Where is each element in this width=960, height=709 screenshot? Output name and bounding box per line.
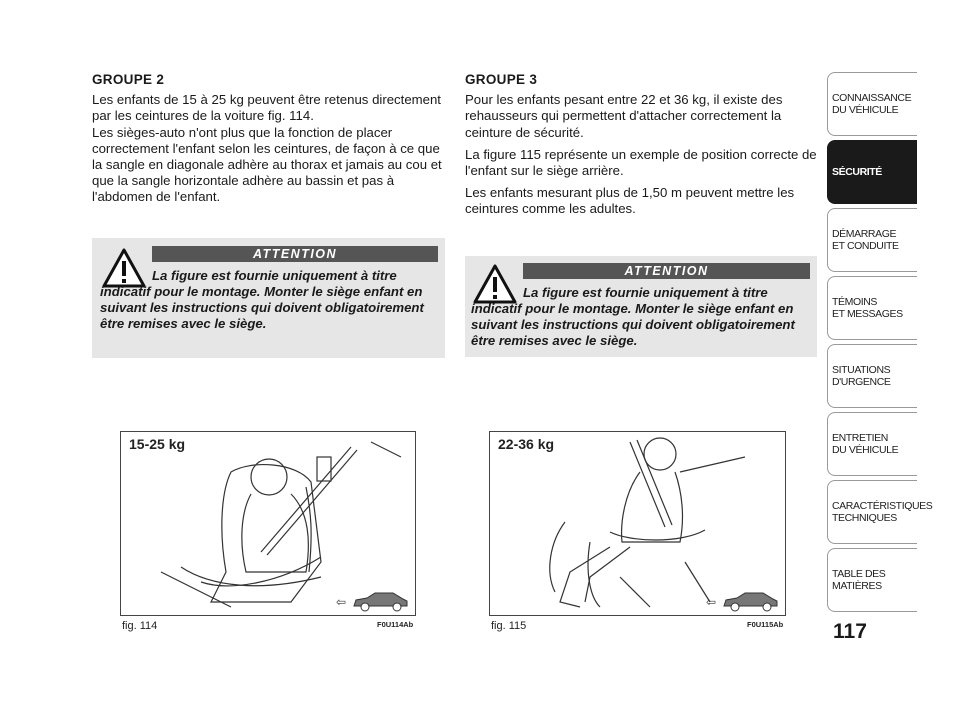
warning-title: ATTENTION: [152, 246, 438, 262]
tab-caracteristiques-techniques[interactable]: [827, 480, 933, 544]
group3-paragraph-3: Les enfants mesurant plus de 1,50 m peuvent mettre les ceintures comme les adultes.: [465, 185, 795, 217]
tab-label: TÉMOINS ET MESSAGES: [832, 296, 903, 320]
tab-connaissance-du-vehicule[interactable]: [827, 72, 917, 136]
car-icon: [721, 590, 779, 612]
group2-paragraph: Les enfants de 15 à 25 kg peuvent être retenus directement par les ceintures de la voiture fig. 114. Les sièges-auto n'ont plus que la fonction de placer correctement l'enfant selon les ceintures, de façon à ce que la sangle en diagonale adhère au thorax et jamais au cou et que la sangle horizontale adhère au bassin et pas à l'abdomen de l'enfant.: [92, 92, 442, 205]
arrow-left-icon: ⇦: [336, 595, 347, 609]
tab-label: SÉCURITÉ: [832, 166, 882, 178]
group3-paragraph-1: Pour les enfants pesant entre 22 et 36 kg, il existe des rehausseurs qui permettent d'attacher correctement la ceinture de sécurité.: [465, 92, 783, 140]
left-warning-box: [92, 238, 445, 358]
left-column: [92, 72, 447, 212]
warning-text: La figure est fournie uniquement à titre indicatif pour le montage. Monter le siège enfant en suivant les instructions qui doivent obligatoirement être remises avec le siège.: [471, 285, 795, 348]
figure-weight-label: 22-36 kg: [498, 436, 555, 452]
tab-situations-durgence[interactable]: [827, 344, 917, 408]
car-icon: [351, 590, 409, 612]
tab-label: ENTRETIEN DU VÉHICULE: [832, 432, 899, 456]
figure-115-code: F0U115Ab: [747, 620, 784, 629]
tab-entretien-du-vehicule[interactable]: [827, 412, 917, 476]
child-booster-seat-illustration: [121, 432, 415, 615]
child-seatbelt-illustration: [490, 432, 785, 615]
tab-temoins-et-messages[interactable]: [827, 276, 917, 340]
tab-securite[interactable]: [827, 140, 917, 204]
warning-title: ATTENTION: [523, 263, 810, 279]
figure-115-caption: fig. 115: [491, 620, 527, 632]
figure-115: [489, 431, 786, 616]
tab-label: SITUATIONS D'URGENCE: [832, 364, 891, 388]
group2-heading: GROUPE 2: [92, 72, 165, 87]
right-warning-box: [465, 256, 817, 357]
figure-114: [120, 431, 416, 616]
tab-label: CARACTÉRISTIQUES TECHNIQUES: [832, 500, 933, 524]
page-number: 117: [833, 620, 867, 643]
tab-label: CONNAISSANCE DU VÉHICULE: [832, 92, 912, 116]
group3-heading: GROUPE 3: [465, 72, 538, 87]
figure-weight-label: 15-25 kg: [129, 436, 186, 452]
warning-text: La figure est fournie uniquement à titre indicatif pour le montage. Monter le siège enfant en suivant les instructions qui doivent obligatoirement être remises avec le siège.: [100, 268, 424, 331]
arrow-left-icon: ⇦: [706, 595, 717, 609]
tab-label: DÉMARRAGE ET CONDUITE: [832, 228, 899, 252]
right-column: [465, 72, 817, 224]
group3-paragraph-2: La figure 115 représente un exemple de position correcte de l'enfant sur le siège arrière.: [465, 146, 817, 179]
tab-table-des-matieres[interactable]: [827, 548, 917, 612]
tab-demarrage-et-conduite[interactable]: [827, 208, 917, 272]
figure-114-code: F0U114Ab: [377, 620, 414, 629]
figure-114-caption: fig. 114: [122, 620, 158, 632]
tab-label: TABLE DES MATIÈRES: [832, 568, 886, 592]
